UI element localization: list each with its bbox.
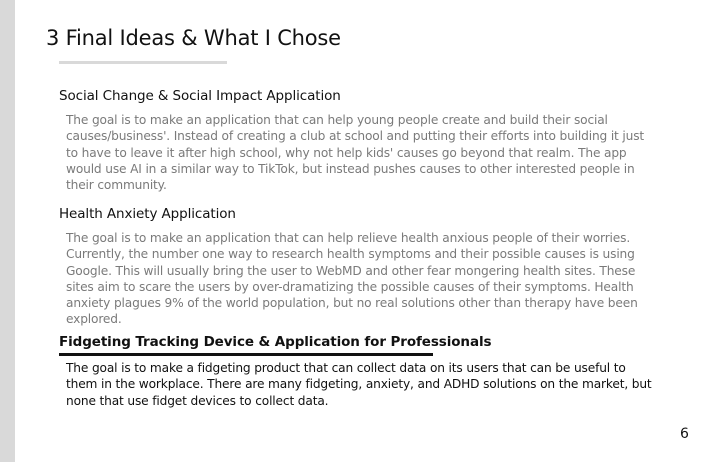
slide-title: 3 Final Ideas & What I Chose: [46, 26, 341, 50]
idea-1-heading: Social Change & Social Impact Application: [59, 88, 341, 104]
idea-2-description: The goal is to make an application that can help relieve health anxious people of their worries. Currently, the number one way to research health symptoms and their possible causes is using Google. This will usually bring the user to WebMD and other fear mongering health sites. These sites aim to scare the users by over-dramatizing the possible causes of their symptoms. Health anxiety plagues 9% of the world population, but no real solutions other than therapy have been explored.: [66, 231, 638, 327]
idea-3-description: The goal is to make a fidgeting product that can collect data on its users that can be useful to them in the workplace. There are many fidgeting, anxiety, and ADHD solutions on the market, but none that use fidget devices to collect data.: [66, 361, 652, 408]
left-accent-bar: [0, 0, 15, 462]
page-number: 6: [680, 426, 689, 442]
idea-2-heading: Health Anxiety Application: [59, 206, 236, 222]
idea-3-heading-chosen: Fidgeting Tracking Device & Application for Professionals: [59, 334, 492, 350]
title-underline: [59, 61, 227, 64]
idea-1-description: The goal is to make an application that can help young people create and build their social causes/business'. Instead of creating a club at school and putting their efforts into building it just to have to leave it after high school, why not help kids' causes go beyond that realm. The app would use AI in a similar way to TikTok, but instead pushes causes to other interested people in their community.: [66, 113, 645, 193]
chosen-idea-underline: [59, 353, 433, 356]
